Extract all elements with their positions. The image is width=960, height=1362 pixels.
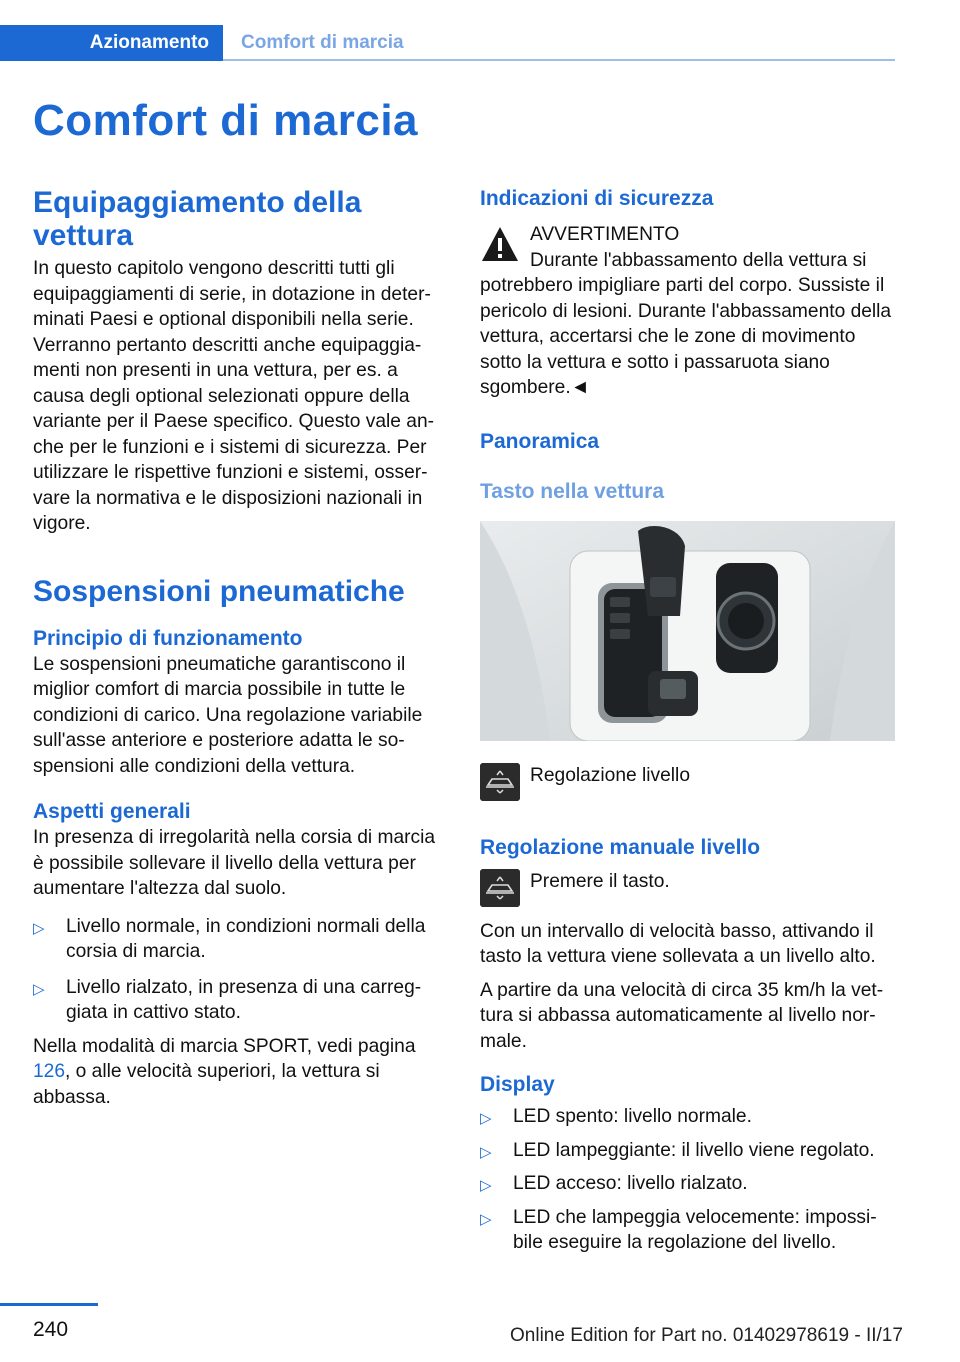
list-item: ▷ Livello rialzato, in presenza di una carreggiata in cattivo stato. — [33, 975, 448, 1026]
right-column — [480, 186, 895, 1256]
equip-heading: Equipaggiamento della vettura — [33, 186, 362, 252]
general-heading: Aspetti generali — [33, 800, 191, 823]
safety-heading: Indicazioni di sicurezza — [480, 187, 714, 210]
page-title: Comfort di marcia — [33, 96, 419, 145]
page-link[interactable]: 126 — [33, 1061, 66, 1082]
tab-comfort-di-marcia[interactable]: Comfort di marcia — [241, 32, 404, 53]
principle-heading: Principio di funzionamento — [33, 626, 303, 650]
triangle-bullet-icon: ▷ — [480, 1143, 492, 1161]
press-label: Premere il tasto. — [530, 870, 670, 892]
warning-text: potrebbero impigliare parti del corpo. Sussiste il pericolo di lesioni. Durante l'abbassamento della vettura, accertarsi che le zone di movimento sotto la vettura e sotto i passaruota siano sgombere.◄ — [480, 275, 892, 398]
low-speed-text: Con un intervallo di velocità basso, attivando il tasto la vettura viene sollevata a un livello alto. — [480, 920, 876, 967]
list-item: ▷ LED spento: livello normale. — [480, 1104, 895, 1132]
list-item: ▷ LED lampeggiante: il livello viene regolato. — [480, 1138, 895, 1166]
triangle-bullet-icon: ▷ — [480, 1210, 492, 1228]
manual-heading: Regolazione manuale livello — [480, 835, 761, 859]
list-item: ▷ Livello normale, in condizioni normali della corsia di marcia. — [33, 914, 448, 965]
display-heading: Display — [480, 1073, 555, 1096]
car-level-icon — [480, 869, 520, 907]
list-item: ▷ LED che lampeggia velocemente: impossibile eseguire la regolazione del livello. — [480, 1205, 895, 1256]
left-column — [33, 186, 448, 1110]
warning-block — [480, 222, 895, 273]
tab-azionamento[interactable]: Azionamento — [0, 25, 223, 61]
warning-triangle-icon — [480, 224, 520, 264]
warning-label: AVVERTIMENTO — [530, 224, 680, 245]
sport-text: Nella modalità di marcia SPORT, vedi pagina 126, o alle velocità superiori, la vettura si abbassa. — [33, 1035, 416, 1108]
console-photo — [480, 521, 895, 741]
warning-text-first: Durante l'abbassamento della vettura si — [530, 249, 867, 271]
car-level-icon — [480, 763, 520, 801]
principle-text: Le sospensioni pneumatiche garantiscono il miglior comfort di marcia possibile in tutte le condizioni di carico. Una regolazione variabile sull'asse anteriore e posteriore adatta le sospensioni alle condizioni della vettura. — [33, 653, 423, 777]
equip-text: In questo capitolo vengono descritti tutti gli equipaggiamenti di serie, in dotazione in determinati Paesi e optional disponibili nella serie. Verranno pertanto descritti anche equipaggiamenti non presenti in una vettura, per es. a causa degli optional selezionati oppure della variante per il Paese specifico. Questo vale anche per le funzioni e i sistemi di sicurezza. Per utilizzare le rispettive funzioni e sistemi, osservare la normativa e le disposizioni nazionali in vigore. — [33, 258, 435, 534]
page-number: 240 — [33, 1318, 69, 1341]
triangle-bullet-icon: ▷ — [480, 1110, 492, 1127]
list-item: ▷ LED acceso: livello rialzato. — [480, 1171, 895, 1199]
triangle-bullet-icon: ▷ — [33, 919, 45, 937]
header-rule — [223, 59, 895, 61]
edition-note: Online Edition for Part no. 01402978619 - II/17 — [510, 1325, 903, 1346]
button-heading: Tasto nella vettura — [480, 479, 664, 503]
high-speed-text: A partire da una velocità di circa 35 km/h la vettura si abbassa automaticamente al livello normale. — [480, 979, 884, 1052]
triangle-bullet-icon: ▷ — [33, 980, 45, 998]
press-row — [480, 869, 895, 907]
footer-rule — [0, 1303, 98, 1306]
level-label-row — [480, 763, 895, 801]
overview-heading: Panoramica — [480, 429, 600, 453]
level-label: Regolazione livello — [530, 764, 690, 786]
susp-heading: Sospensioni pneumatiche — [33, 574, 405, 608]
general-text: In presenza di irregolarità nella corsia di marcia è possibile sollevare il livello della vettura per aumentare l'altezza dal suolo. — [33, 827, 436, 899]
triangle-bullet-icon: ▷ — [480, 1177, 492, 1194]
